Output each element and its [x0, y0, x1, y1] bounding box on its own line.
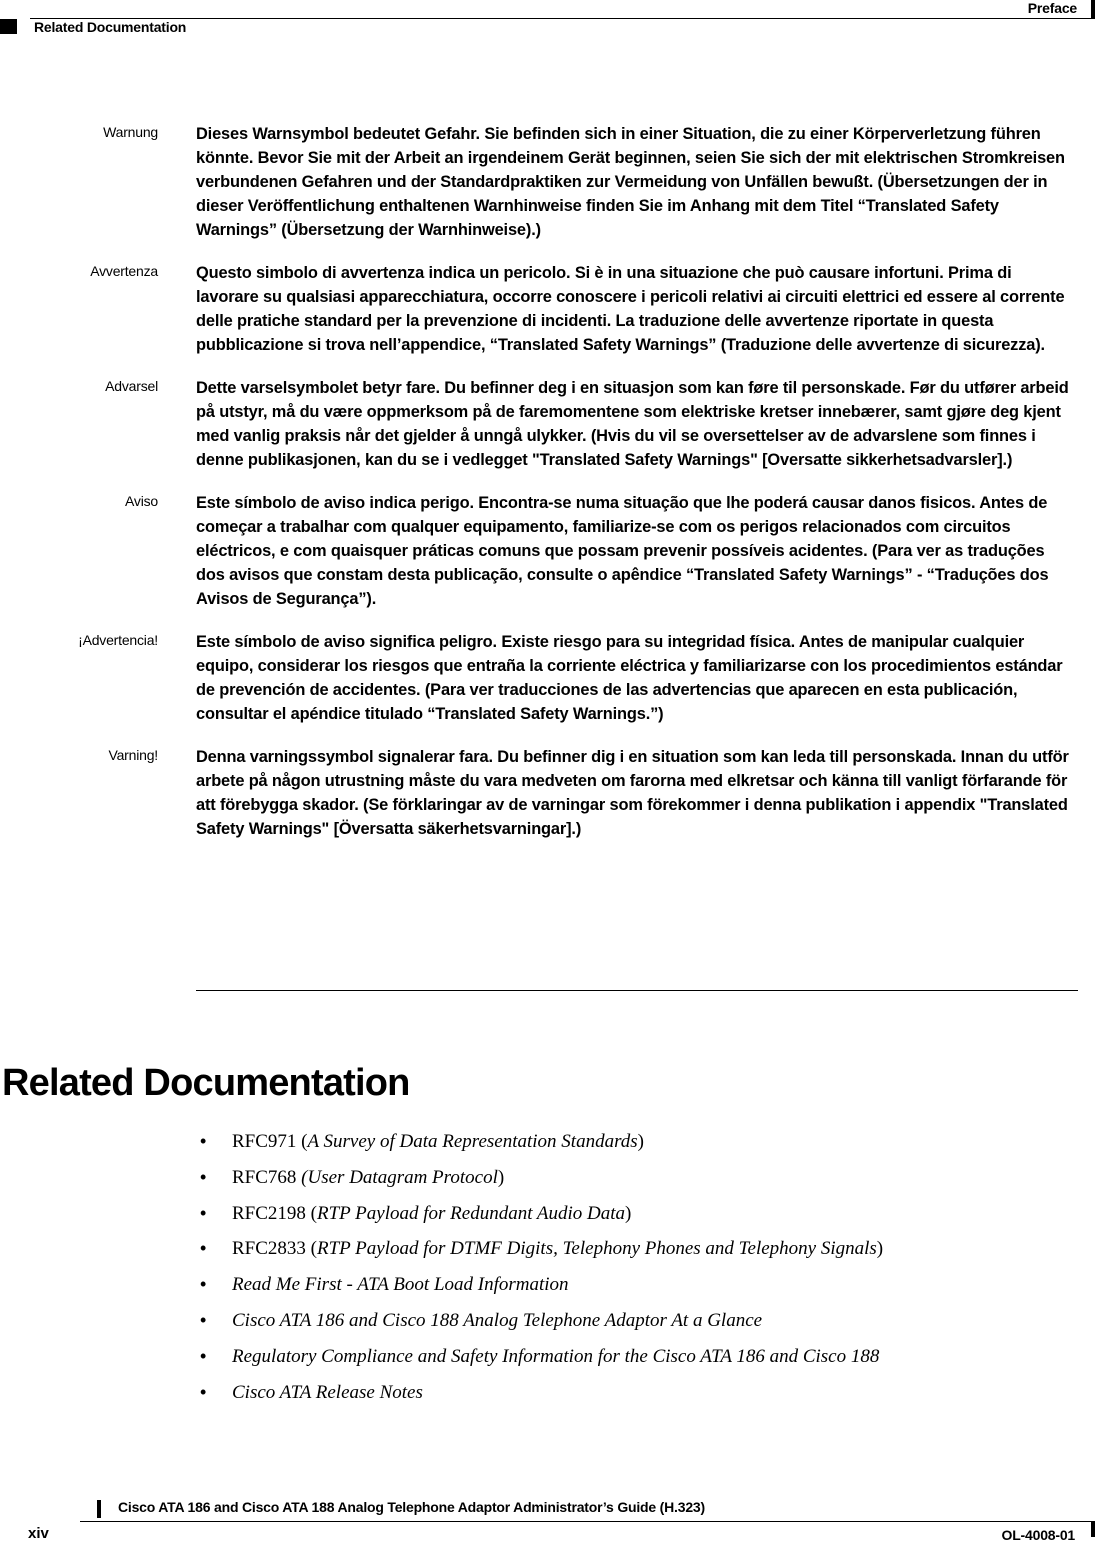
list-item — [200, 1164, 883, 1200]
header-rule — [30, 18, 1095, 19]
warning-spanish — [0, 630, 1095, 726]
document-title: RTP Payload for Redundant Audio Data — [317, 1202, 626, 1224]
warning-label: Advarsel — [105, 378, 158, 394]
item-suffix: ) — [497, 1166, 505, 1188]
header-right-bar — [1091, 0, 1095, 19]
document-title: Read Me First - ATA Boot Load Information — [232, 1274, 569, 1296]
document-title: Regulatory Compliance and Safety Information for the Cisco ATA 186 and Cisco 188 — [232, 1345, 880, 1367]
warning-label: Avvertenza — [90, 263, 158, 279]
document-title: (User Datagram Protocol — [301, 1166, 498, 1188]
warning-label: Warnung — [103, 124, 158, 140]
related-documentation-list — [200, 1128, 883, 1414]
bullet: • — [200, 1166, 207, 1187]
document-title: Cisco ATA Release Notes — [232, 1381, 423, 1403]
header-marker — [0, 19, 17, 34]
bullet: • — [200, 1381, 207, 1402]
safety-warnings — [0, 122, 1095, 860]
footer-right-bar — [1091, 1521, 1095, 1537]
list-item — [200, 1343, 883, 1379]
warning-norwegian — [0, 376, 1095, 472]
warning-label: ¡Advertencia! — [78, 632, 158, 648]
page-number: xiv — [28, 1525, 49, 1542]
footer-rule — [80, 1521, 1095, 1522]
list-item — [200, 1271, 883, 1307]
list-item — [200, 1379, 883, 1415]
warning-text: Este símbolo de aviso indica perigo. Encontra-se numa situação que lhe poderá causar danos fisicos. Antes de começar a trabalhar com qualquer equipamento, familiarize-se com os perigos relacionados com circuitos eléctricos, e com quaisquer práticas comuns que possam prevenir possíveis acidentes. (Para ver as traduções dos avisos que constam desta publicação, consulte o apêndice “Translated Safety Warnings” - “Traduções dos Avisos de Segurança”). — [196, 494, 1049, 608]
related-documentation-heading: Related Documentation — [2, 1062, 410, 1104]
warning-text: Este símbolo de aviso significa peligro. Existe riesgo para su integridad física. Antes de manipular cualquier equipo, considerar los riesgos que entraña la corriente eléctrica y familiarizarse con los procedimientos estándar de prevención de accidentes. (Para ver traducciones de las advertencias que aparecen en esta publicación, consultar el apéndice titulado “Translated Safety Warnings.”) — [196, 633, 1063, 723]
warnings-end-rule — [196, 990, 1078, 991]
bullet: • — [200, 1238, 207, 1259]
section-title: Related Documentation — [34, 19, 187, 35]
warning-italian — [0, 261, 1095, 357]
item-suffix: ) — [625, 1202, 632, 1224]
document-title: RTP Payload for DTMF Digits, Telephony Phones and Telephony Signals — [317, 1238, 877, 1260]
list-item — [200, 1307, 883, 1343]
footer-tick — [97, 1500, 101, 1518]
bullet: • — [200, 1131, 207, 1151]
chapter-title: Preface — [1027, 0, 1077, 16]
item-prefix: RFC971 ( — [232, 1131, 308, 1152]
warning-swedish — [0, 745, 1095, 841]
document-number: OL-4008-01 — [1001, 1527, 1075, 1543]
warning-text: Denna varningssymbol signalerar fara. Du befinner dig i en situation som kan leda till personskada. Innan du utför arbete på någon utrustning måste du vara medveten om farorna med elkretsar och känna till vanligt förfarande för att förebygga skador. (Se förklaringar av de varningar som förekommer i denna publikation i appendix "Translated Safety Warnings" [Översatta säkerhetsvarningar].) — [196, 748, 1069, 838]
item-suffix: ) — [637, 1131, 644, 1152]
warning-portuguese — [0, 491, 1095, 611]
bullet: • — [200, 1274, 207, 1295]
document-title: Cisco ATA 186 and Cisco 188 Analog Telephone Adaptor At a Glance — [232, 1309, 763, 1331]
footer-document-title: Cisco ATA 186 and Cisco ATA 188 Analog Telephone Adaptor Administrator’s Guide (H.323) — [118, 1499, 705, 1515]
list-item — [200, 1235, 883, 1271]
warning-text: Dette varselsymbolet betyr fare. Du befinner deg i en situasjon som kan føre til personskade. Før du utfører arbeid på utstyr, må du være oppmerksom på de faremomentene som elektriske kretser innebærer, samt gjøre deg kjent med vanlig praksis når det gjelder å unngå ulykker. (Hvis du vil se oversettelser av de advarslene som finnes i denne publikasjonen, kan du se i vedlegget "Translated Safety Warnings" [Oversatte sikkerhetsadvarsler].) — [196, 379, 1069, 469]
warning-german — [0, 122, 1095, 242]
bullet: • — [200, 1345, 207, 1366]
warning-label: Varning! — [108, 747, 158, 763]
item-prefix: RFC2198 ( — [232, 1202, 317, 1224]
item-prefix: RFC768 — [232, 1166, 302, 1188]
warning-text: Dieses Warnsymbol bedeutet Gefahr. Sie befinden sich in einer Situation, die zu einer Körperverletzung führen könnte. Bevor Sie mit der Arbeit an irgendeinem Gerät beginnen, seien Sie sich der mit elektrischen Stromkreisen verbundenen Gefahren und der Standardpraktiken zur Vermeidung von Unfällen bewußt. (Übersetzungen der in dieser Veröffentlichung enthaltenen Warnhinweise finden Sie im Anhang mit dem Titel “Translated Safety Warnings” (Übersetzung der Warnhinweise).) — [196, 125, 1065, 239]
list-item — [200, 1128, 883, 1164]
bullet: • — [200, 1202, 207, 1223]
warning-label: Aviso — [125, 493, 158, 509]
list-item — [200, 1200, 883, 1236]
document-title: A Survey of Data Representation Standards — [307, 1131, 638, 1152]
bullet: • — [200, 1309, 207, 1330]
item-suffix: ) — [876, 1238, 884, 1260]
item-prefix: RFC2833 ( — [232, 1238, 317, 1260]
warning-text: Questo simbolo di avvertenza indica un pericolo. Si è in una situazione che può causare infortuni. Prima di lavorare su qualsiasi apparecchiatura, occorre conoscere i pericoli relativi ai circuiti elettrici ed essere al corrente delle pratiche standard per la prevenzione di incidenti. La traduzione delle avvertenze riportate in questa pubblicazione si trova nell’appendice, “Translated Safety Warnings” (Traduzione delle avvertenze di sicurezza). — [196, 264, 1065, 354]
